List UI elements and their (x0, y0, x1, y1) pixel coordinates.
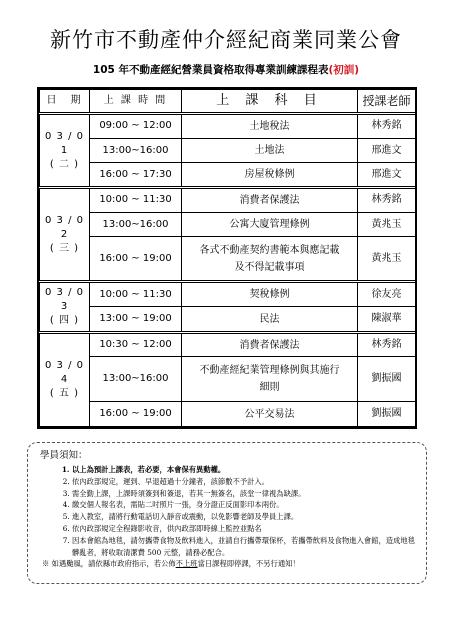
schedule-row (40, 212, 416, 237)
page-subtitle (0, 63, 452, 77)
schedule-row (40, 163, 416, 188)
subject-cell: 不動產經紀業管理條例與其施行 細則 (182, 357, 358, 402)
teacher-cell: 林秀銘 (358, 188, 416, 213)
time-cell: 13:00 ~ 19:00 (90, 307, 182, 332)
schedule-body (40, 114, 416, 427)
teacher-cell: 黃兆玉 (358, 212, 416, 237)
header-subject: 上 課 科 目 (182, 90, 358, 114)
subject-cell: 公寓大廈管理條例 (182, 212, 358, 237)
date-cell (40, 114, 90, 188)
weekday-value: ( 四 ) (49, 314, 80, 326)
header-teacher: 授課老師 (358, 90, 416, 114)
notes-list (40, 464, 418, 558)
time-cell: 13:00~16:00 (90, 138, 182, 163)
teacher-cell: 徐友亮 (358, 282, 416, 307)
date-cell (40, 282, 90, 332)
note-item: 6. 依內政部規定全程錄影收音，供內政部即時線上監控並點名 (72, 523, 418, 535)
time-cell: 10:30 ~ 12:00 (90, 332, 182, 357)
warning-text-underlined: 不上班 (175, 559, 198, 569)
notes-title: 學員須知： (40, 450, 88, 461)
teacher-cell: 邢進文 (358, 163, 416, 188)
note-item: 7. 因本會館為地毯，請勿攜帶食物及飲料進入，並請自行攜帶環保杯，若攜帶飲料及食物進入會館，造成地毯髒亂者，將收取清潔費 500 元整，請務必配合。 (72, 535, 418, 559)
date-cell (40, 332, 90, 426)
warning-text-after: 當日課程即停課，不另行通知！ (197, 559, 300, 569)
weekday-value: ( 三 ) (49, 242, 80, 254)
subject-cell: 消費者保護法 (182, 188, 358, 213)
teacher-cell: 邢進文 (358, 138, 416, 163)
notes-box (27, 442, 427, 584)
time-cell: 13:00~16:00 (90, 212, 182, 237)
header-time: 上 課 時 間 (90, 90, 182, 114)
header-date: 日 期 (40, 90, 90, 114)
schedule-row (40, 307, 416, 332)
teacher-cell: 劉振國 (358, 357, 416, 402)
time-cell: 09:00 ~ 12:00 (90, 114, 182, 139)
subject-cell: 契稅條例 (182, 282, 358, 307)
date-value: 0 3 / 0 1 (45, 130, 84, 156)
subject-cell: 消費者保護法 (182, 332, 358, 357)
note-item: 1. 以上為預計上課表，若必要，本會保有異動權。 (72, 464, 418, 476)
typhoon-warning (42, 558, 418, 570)
subject-cell: 公平交易法 (182, 402, 358, 427)
time-cell: 16:00 ~ 19:00 (90, 402, 182, 427)
schedule-row (40, 188, 416, 213)
teacher-cell: 林秀銘 (358, 114, 416, 139)
time-cell: 13:00~16:00 (90, 357, 182, 402)
warning-text-before: ※ 如遇颱風，請依縣市政府指示，若公佈 (42, 559, 176, 569)
teacher-cell: 陳淑華 (358, 307, 416, 332)
schedule-row (40, 332, 416, 357)
note-item: 5. 進入教室，請將行動電話切入靜音或震動，以免影響老師及學員上課。 (72, 511, 418, 523)
schedule-row (40, 402, 416, 427)
subject-cell: 土地稅法 (182, 114, 358, 139)
page-title: 新竹市不動產仲介經紀商業同業公會 (50, 28, 402, 52)
weekday-value: ( 五 ) (49, 387, 80, 399)
time-cell: 16:00 ~ 17:30 (90, 163, 182, 188)
subject-cell: 房屋稅條例 (182, 163, 358, 188)
schedule-row (40, 237, 416, 282)
time-cell: 16:00 ~ 19:00 (90, 237, 182, 282)
weekday-value: ( 二 ) (49, 158, 80, 170)
schedule-table (37, 87, 417, 429)
date-value: 0 3 / 0 2 (45, 214, 84, 240)
time-cell: 10:00 ~ 11:30 (90, 188, 182, 213)
time-cell: 10:00 ~ 11:30 (90, 282, 182, 307)
subtitle-text: 105 年不動產經紀營業員資格取得專業訓練課程表 (92, 64, 329, 76)
date-value: 0 3 / 0 4 (45, 359, 84, 385)
teacher-cell: 林秀銘 (358, 332, 416, 357)
subject-cell: 土地法 (182, 138, 358, 163)
note-item: 2. 依內政部規定，遲到、早退超過十分鐘者，該節數不予計入。 (72, 476, 418, 488)
date-value: 0 3 / 0 3 (45, 286, 84, 312)
teacher-cell: 劉振國 (358, 402, 416, 427)
schedule-row (40, 357, 416, 402)
schedule-row (40, 138, 416, 163)
date-cell (40, 188, 90, 282)
subject-cell: 各式不動產契約書範本與應記載 及不得記載事項 (182, 237, 358, 282)
schedule-row (40, 282, 416, 307)
schedule-row (40, 114, 416, 139)
subtitle-tag: (初訓) (328, 64, 360, 76)
teacher-cell: 黃兆玉 (358, 237, 416, 282)
note-item: 4. 繳交個人報名表，需貼二吋照片一張，身分證正反面影印本兩份。 (72, 499, 418, 511)
subject-cell: 民法 (182, 307, 358, 332)
note-item: 3. 需全勤上課，上課時須簽到和簽退，若其一無簽名，該堂一律視為缺課。 (72, 488, 418, 500)
